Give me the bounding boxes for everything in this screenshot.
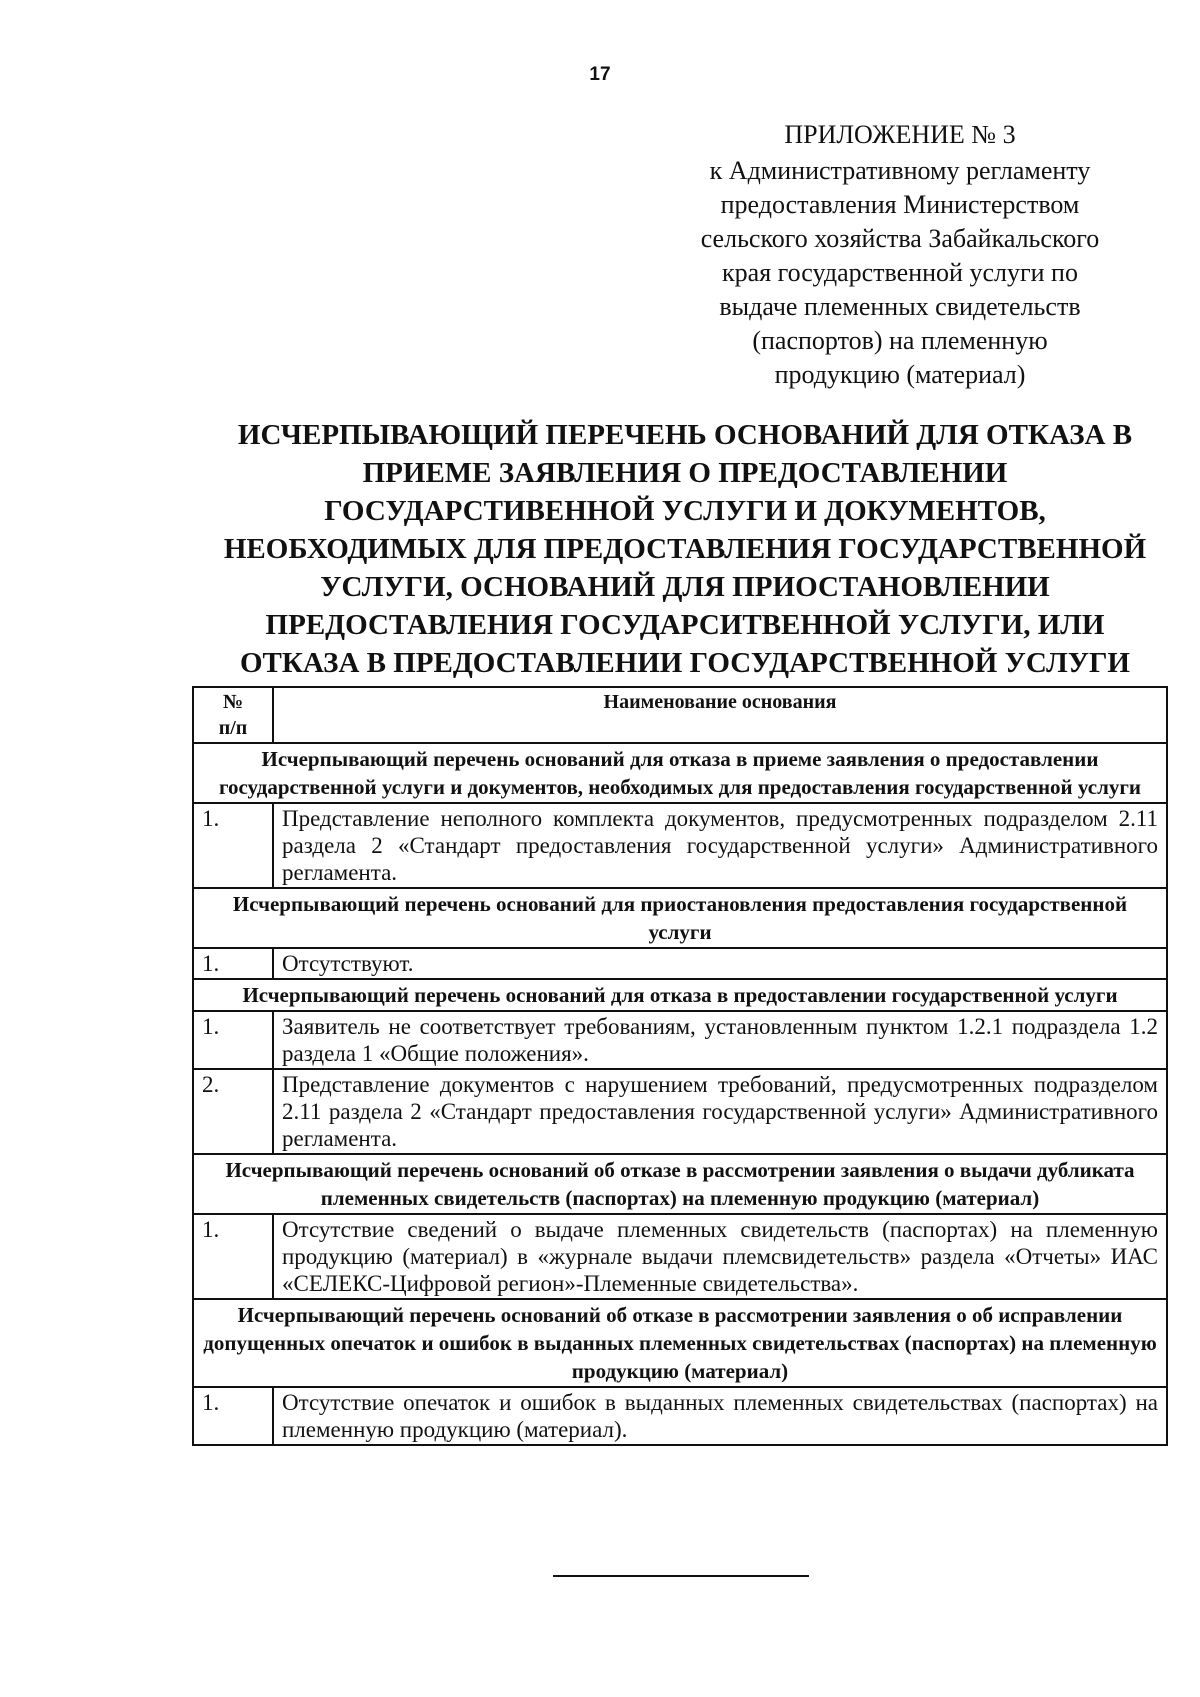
row-number: 1.: [193, 803, 273, 888]
section-title: Исчерпывающий перечень оснований для приостановления предоставления государственной услуги: [193, 888, 1167, 948]
appendix-line: к Административному регламенту: [709, 156, 1091, 185]
section-title-row: [193, 888, 1167, 948]
row-text: Отсутствие сведений о выдаче племенных свидетельств (паспортах) на племенную продукцию (материал) в «журнале выдачи племсвидетельств» раздела «Отчеты» ИАС «СЕЛЕКС-Цифровой регион»-Племенные свидетельства».: [273, 1214, 1167, 1299]
appendix-line: выдаче племенных свидетельств: [719, 292, 1081, 321]
table-row: [193, 1069, 1167, 1154]
heading-line: ГОСУДАРСТИВЕННОЙ УСЛУГИ И ДОКУМЕНТОВ,: [324, 495, 1046, 527]
table-row: [193, 1387, 1167, 1445]
document-heading: [185, 416, 1185, 682]
table-row: [193, 948, 1167, 979]
appendix-block: [680, 118, 1120, 392]
row-text: Представление документов с нарушением требований, предусмотренных подразделом 2.11 раздела 2 «Стандарт предоставления государственной услуги» Административного регламента.: [273, 1069, 1167, 1154]
appendix-line: предоставления Министерством: [720, 190, 1080, 219]
section-title-row: [193, 1299, 1167, 1387]
heading-line: НЕОБХОДИМЫХ ДЛЯ ПРЕДОСТАВЛЕНИЯ ГОСУДАРСТВЕННОЙ: [223, 533, 1147, 565]
page-number: 17: [589, 64, 611, 85]
reasons-table: [192, 686, 1168, 1446]
appendix-line: сельского хозяйства Забайкальского: [700, 224, 1100, 253]
row-number: 1.: [193, 1387, 273, 1445]
section-title-row: [193, 743, 1167, 803]
row-text: Заявитель не соответствует требованиям, установленным пунктом 1.2.1 подраздела 1.2 раздела 1 «Общие положения».: [273, 1011, 1167, 1069]
row-text: Отсутствие опечаток и ошибок в выданных племенных свидетельствах (паспортах) на племенную продукцию (материал).: [273, 1387, 1167, 1445]
section-title-row: [193, 1154, 1167, 1214]
row-number: 1.: [193, 1214, 273, 1299]
section-title: Исчерпывающий перечень оснований об отказе в рассмотрении заявления о об исправлении допущенных опечаток и ошибок в выданных племенных свидетельствах (паспортах) на племенную продукцию (материал): [193, 1299, 1167, 1387]
appendix-line: продукцию (материал): [774, 360, 1026, 389]
section-title-row: [193, 979, 1167, 1011]
row-number: 2.: [193, 1069, 273, 1154]
row-text: Отсутствуют.: [273, 948, 1167, 979]
section-title: Исчерпывающий перечень оснований для отказа в предоставлении государственной услуги: [193, 979, 1167, 1011]
table-header-row: [193, 687, 1167, 743]
table-row: [193, 1011, 1167, 1069]
header-number-symbol: №: [222, 691, 244, 713]
heading-line: ИСЧЕРПЫВАЮЩИЙ ПЕРЕЧЕНЬ ОСНОВАНИЙ ДЛЯ ОТКАЗА В: [237, 419, 1133, 451]
heading-line: ОТКАЗА В ПРЕДОСТАВЛЕНИИ ГОСУДАРСТВЕННОЙ УСЛУГИ: [240, 647, 1130, 679]
table-row: [193, 1214, 1167, 1299]
appendix-title: ПРИЛОЖЕНИЕ № 3: [784, 120, 1016, 149]
footer-divider: [553, 1575, 809, 1577]
section-title: Исчерпывающий перечень оснований об отказе в рассмотрении заявления о выдачи дубликата племенных свидетельств (паспортах) на племенную продукцию (материал): [193, 1154, 1167, 1214]
appendix-line: (паспортов) на племенную: [752, 326, 1048, 355]
row-text: Представление неполного комплекта документов, предусмотренных подразделом 2.11 раздела 2 «Стандарт предоставления государственной услуги» Административного регламента.: [273, 803, 1167, 888]
header-number-abbr: п/п: [218, 717, 248, 739]
row-number: 1.: [193, 948, 273, 979]
table-row: [193, 803, 1167, 888]
header-name-cell: Наименование основания: [273, 687, 1167, 743]
heading-line: УСЛУГИ, ОСНОВАНИЙ ДЛЯ ПРИОСТАНОВЛЕНИИ: [320, 571, 1050, 603]
row-number: 1.: [193, 1011, 273, 1069]
section-title: Исчерпывающий перечень оснований для отказа в приеме заявления о предоставлении государственной услуги и документов, необходимых для предоставления государственной услуги: [193, 743, 1167, 803]
heading-line: ПРЕДОСТАВЛЕНИЯ ГОСУДАРСИТВЕННОЙ УСЛУГИ, ИЛИ: [265, 609, 1105, 641]
header-number-cell: [193, 687, 273, 743]
heading-line: ПРИЕМЕ ЗАЯВЛЕНИЯ О ПРЕДОСТАВЛЕНИИ: [362, 457, 1008, 489]
appendix-line: края государственной услуги по: [722, 258, 1078, 287]
